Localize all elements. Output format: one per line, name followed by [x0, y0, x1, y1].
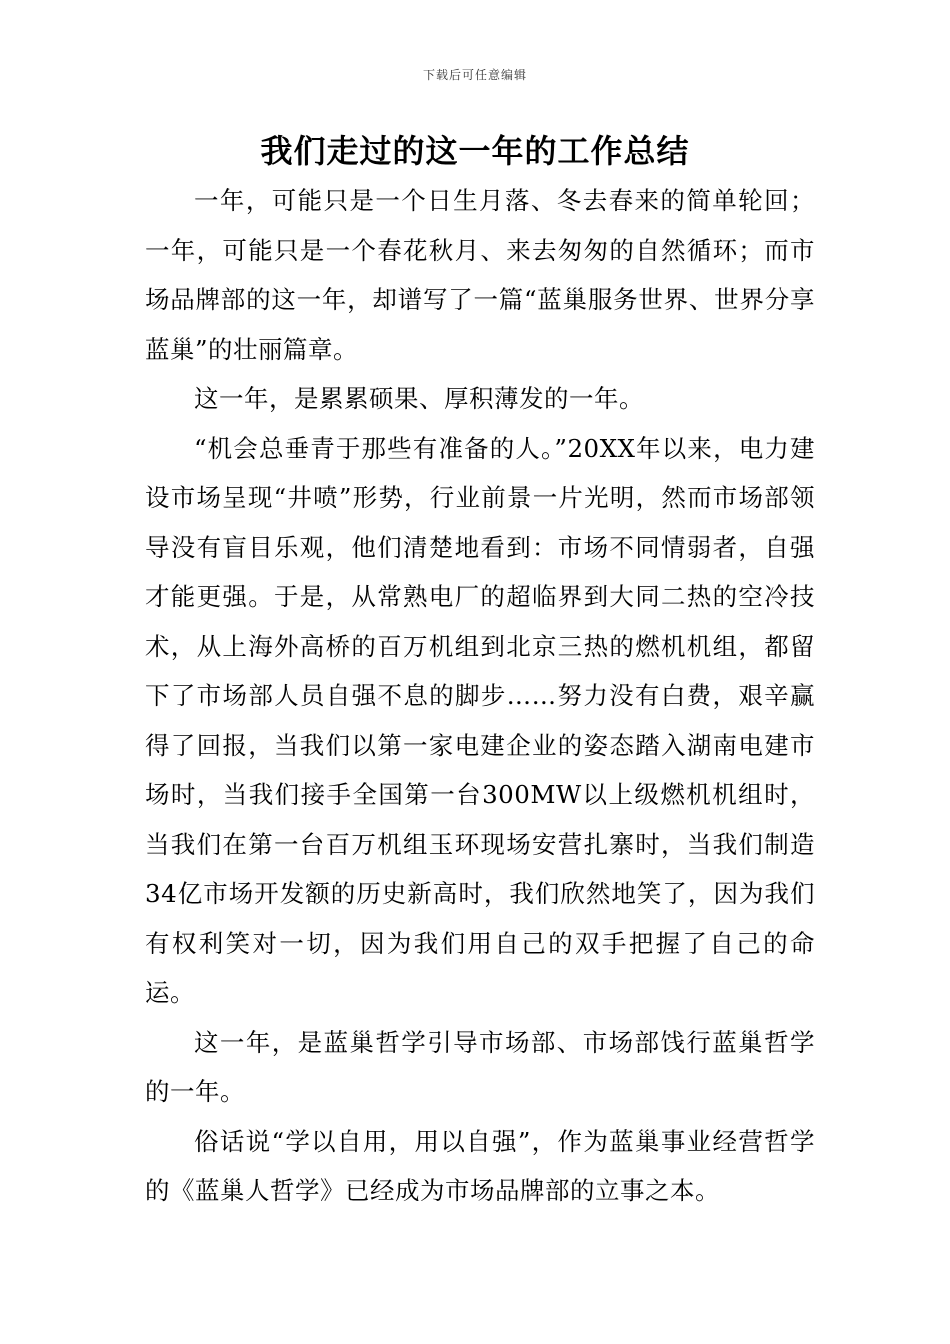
paragraph: 这一年，是累累硕果、厚积薄发的一年。	[194, 384, 644, 413]
document-body	[145, 176, 815, 1216]
paragraph: 一年，可能只是一个日生月落、冬去春来的简单轮回；一年，可能只是一个春花秋月、来去匆匆的自然循环；而市场品牌部的这一年，却谱写了一篇“蓝巢服务世界、世界分享蓝巢”的壮丽篇章。	[145, 186, 815, 364]
paragraph: 这一年，是蓝巢哲学引导市场部、市场部饯行蓝巢哲学的一年。	[145, 1027, 815, 1106]
header-note: 下载后可任意编辑	[422, 68, 527, 82]
document-title: 我们走过的这一年的工作总结	[260, 132, 690, 170]
paragraph: “机会总垂青于那些有准备的人。”20XX年以来，电力建设市场呈现“井喷”形势，行业前景一片光明，然而市场部领导没有盲目乐观，他们清楚地看到：市场不同情弱者，自强才能更强。于是，从常熟电厂的超临界到大同二热的空冷技术，从上海外高桥的百万机组到北京三热的燃机机组，都留下了市场部人员自强不息的脚步……努力没有白费，艰辛赢得了回报，当我们以第一家电建企业的姿态踏入湖南电建市场时，当我们接手全国第一台300MW以上级燃机机组时，当我们在第一台百万机组玉环现场安营扎寨时，当我们制造34亿市场开发额的历史新高时，我们欣然地笑了，因为我们有权利笑对一切，因为我们用自己的双手把握了自己的命运。	[145, 433, 815, 1007]
paragraph: 俗话说“学以自用，用以自强”，作为蓝巢事业经营哲学的《蓝巢人哲学》已经成为市场品牌部的立事之本。	[145, 1126, 815, 1205]
